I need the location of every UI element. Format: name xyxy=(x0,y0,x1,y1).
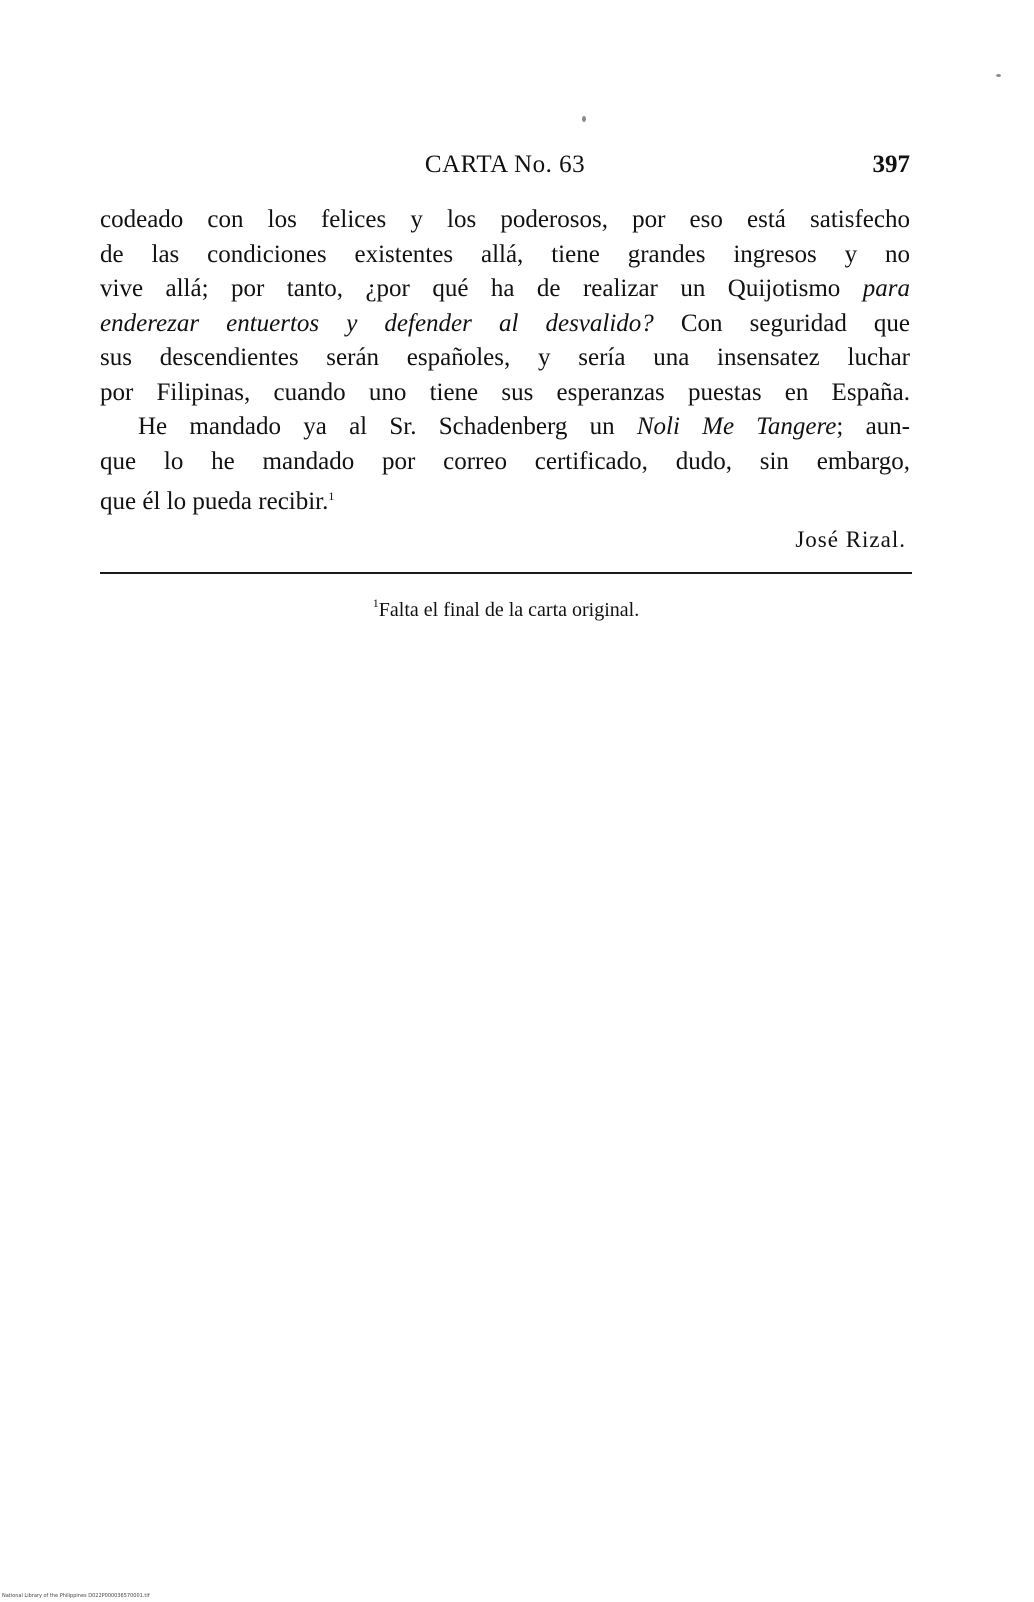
text-line: sus descendientes serán españoles, y sería una insensatez luchar xyxy=(100,344,910,371)
scan-speck xyxy=(996,74,1001,77)
footnote xyxy=(100,589,912,624)
footnote-text: Falta el final de la carta original. xyxy=(378,599,640,621)
page-header xyxy=(100,148,910,182)
text-line xyxy=(100,410,910,445)
chapter-title: CARTA No. 63 xyxy=(424,151,586,178)
italic-phrase: para xyxy=(862,275,910,302)
scan-speck xyxy=(582,116,586,122)
footnote-marker: 1 xyxy=(372,596,379,610)
text-line xyxy=(100,479,910,514)
text-line: de las condiciones existentes allá, tiene grandes ingresos y no xyxy=(100,240,910,268)
page-number: 397 xyxy=(872,151,910,178)
text-segment: Con seguridad que xyxy=(680,309,910,337)
letter-body xyxy=(100,203,910,514)
archive-caption: National Library of the Philippines D022P000036570001.tif xyxy=(2,1593,150,1599)
text-line: codeado con los felices y los poderosos, por eso está satisfecho xyxy=(100,206,910,233)
text-segment: vive allá; por tanto, ¿por qué ha de realizar un Quijotismo xyxy=(100,275,841,302)
text-segment: ; aun- xyxy=(836,413,910,440)
footnote-divider xyxy=(100,572,912,574)
text-line: que lo he mandado por correo certificado, dudo, sin embargo, xyxy=(100,447,910,475)
text-line xyxy=(100,272,910,307)
book-title: Noli Me Tangere xyxy=(636,413,837,440)
italic-phrase: enderezar entuertos y defender al desvalido? xyxy=(100,309,654,337)
text-line: por Filipinas, cuando uno tiene sus esperanzas puestas en España. xyxy=(100,378,910,406)
signature: José Rizal. xyxy=(795,527,906,552)
text-segment: que él lo pueda recibir. xyxy=(100,488,329,515)
footnote-reference: 1 xyxy=(328,489,335,503)
text-segment: He mandado ya al Sr. Schadenberg un xyxy=(138,413,615,440)
text-line xyxy=(100,307,910,342)
